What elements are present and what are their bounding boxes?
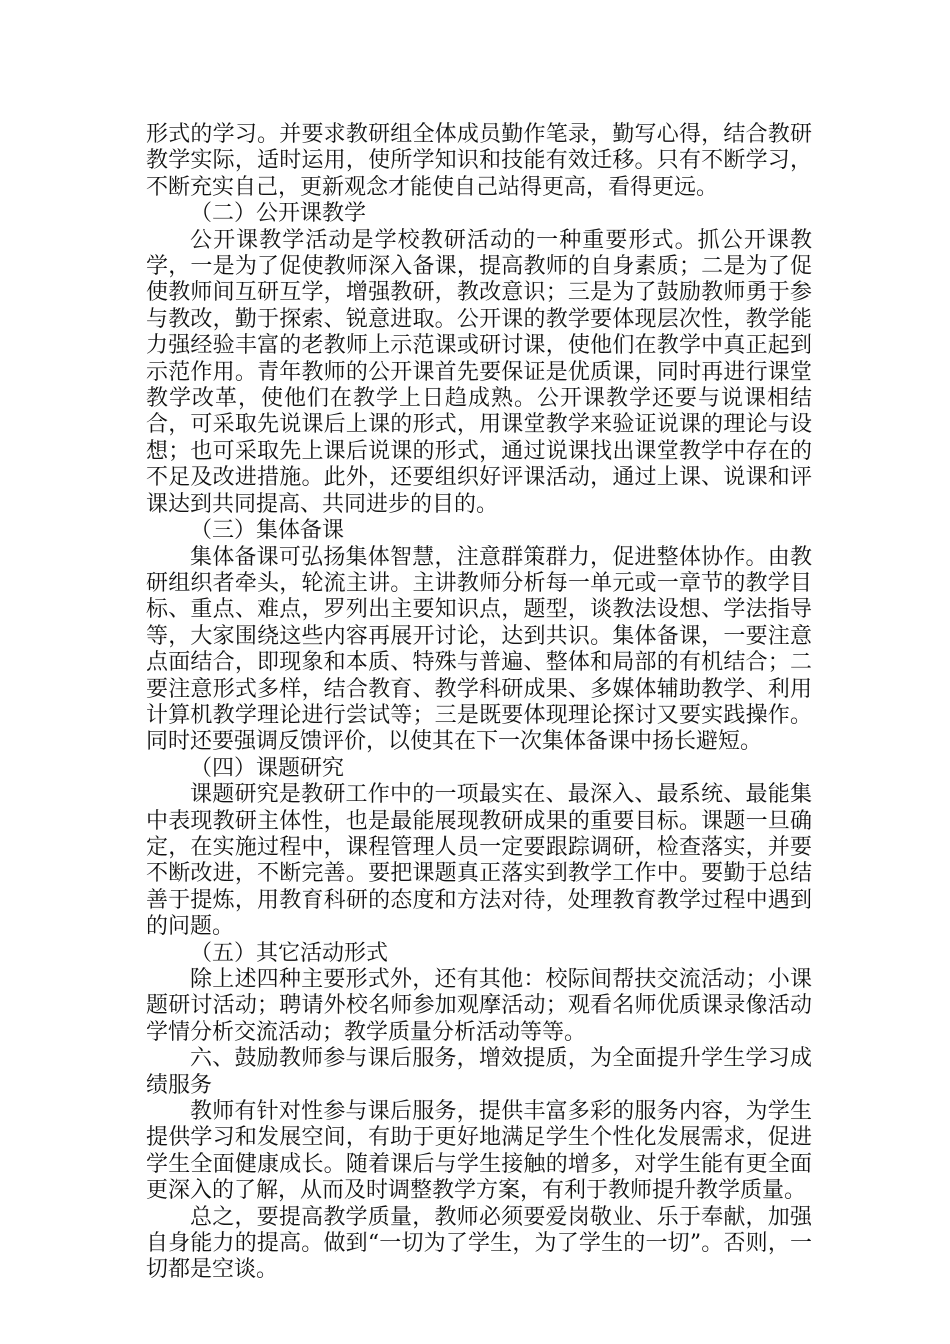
section-heading-open-class: （二）公开课教学 [190, 201, 367, 227]
document-body [146, 122, 812, 1284]
paragraph-research: 课题研究是教研工作中的一项最实在、最深入、最系统、最能集中表现教研主体性，也是最能展现教研成果的重要目标。课题一旦确定，在实施过程中，课程管理人员一定要跟踪调研，检查落实，并要不断改进，不断完善。要把课题真正落实到教学工作中。要勤于总结善于提炼，用教育科研的态度和方法对待，处理教育教学过程中遇到的问题。 [146, 782, 812, 940]
paragraph-after-school: 教师有针对性参与课后服务，提供丰富多彩的服务内容，为学生提供学习和发展空间，有助于更好地满足学生个性化发展需求，促进学生全面健康成长。随着课后与学生接触的增多，对学生能有更全面更深入的了解，从而及时调整教学方案，有利于教师提升教学质量。 [146, 1099, 812, 1204]
section-heading-research: （四）课题研究 [190, 755, 345, 781]
section-heading-other-activities: （五）其它活动形式 [190, 940, 389, 966]
paragraph-conclusion: 总之，要提高教学质量，教师必须要爱岗敬业、乐于奉献，加强自身能力的提高。做到“一切为了学生，为了学生的一切”。否则，一切都是空谈。 [146, 1204, 812, 1283]
paragraph-group-prep: 集体备课可弘扬集体智慧，注意群策群力，促进整体协作。由教研组织者牵头，轮流主讲。主讲教师分析每一单元或一章节的教学目标、重点、难点，罗列出主要知识点，题型，谈教法设想、学法指导等，大家围绕这些内容再展开讨论，达到共识。集体备课，一要注意点面结合，即现象和本质、特殊与普遍、整体和局部的有机结合；二要注意形式多样，结合教育、教学科研成果、多媒体辅助教学、利用计算机教学理论进行尝试等；三是既要体现理论探讨又要实践操作。同时还要强调反馈评价，以使其在下一次集体备课中扬长避短。 [146, 544, 812, 755]
paragraph-continuation: 形式的学习。并要求教研组全体成员勤作笔录，勤写心得，结合教研教学实际，适时运用，使所学知识和技能有效迁移。只有不断学习，不断充实自己，更新观念才能使自己站得更高，看得更远。 [146, 122, 812, 200]
section-heading-after-school: 六、鼓励教师参与课后服务，增效提质，为全面提升学生学习成绩服务 [146, 1046, 812, 1098]
paragraph-open-class: 公开课教学活动是学校教研活动的一种重要形式。抓公开课教学，一是为了促使教师深入备课，提高教师的自身素质；二是为了促使教师间互研互学，增强教研，教改意识；三是为了鼓励教师勇于参与教改，勤于探索、锐意进取。公开课的教学要体现层次性，教学能力强经验丰富的老教师上示范课或研讨课，使他们在教学中真正起到示范作用。青年教师的公开课首先要保证是优质课，同时再进行课堂教学改革，使他们在教学上日趋成熟。公开课教学还要与说课相结合，可采取先说课后上课的形式，用课堂教学来验证说课的理论与设想；也可采取先上课后说课的形式，通过说课找出课堂教学中存在的不足及改进措施。此外，还要组织好评课活动，通过上课、说课和评课达到共同提高、共同进步的目的。 [146, 227, 812, 517]
paragraph-other-activities: 除上述四种主要形式外，还有其他：校际间帮扶交流活动；小课题研讨活动；聘请外校名师参加观摩活动；观看名师优质课录像活动学情分析交流活动；教学质量分析活动等等。 [146, 967, 812, 1045]
section-heading-group-prep: （三）集体备课 [190, 518, 345, 544]
